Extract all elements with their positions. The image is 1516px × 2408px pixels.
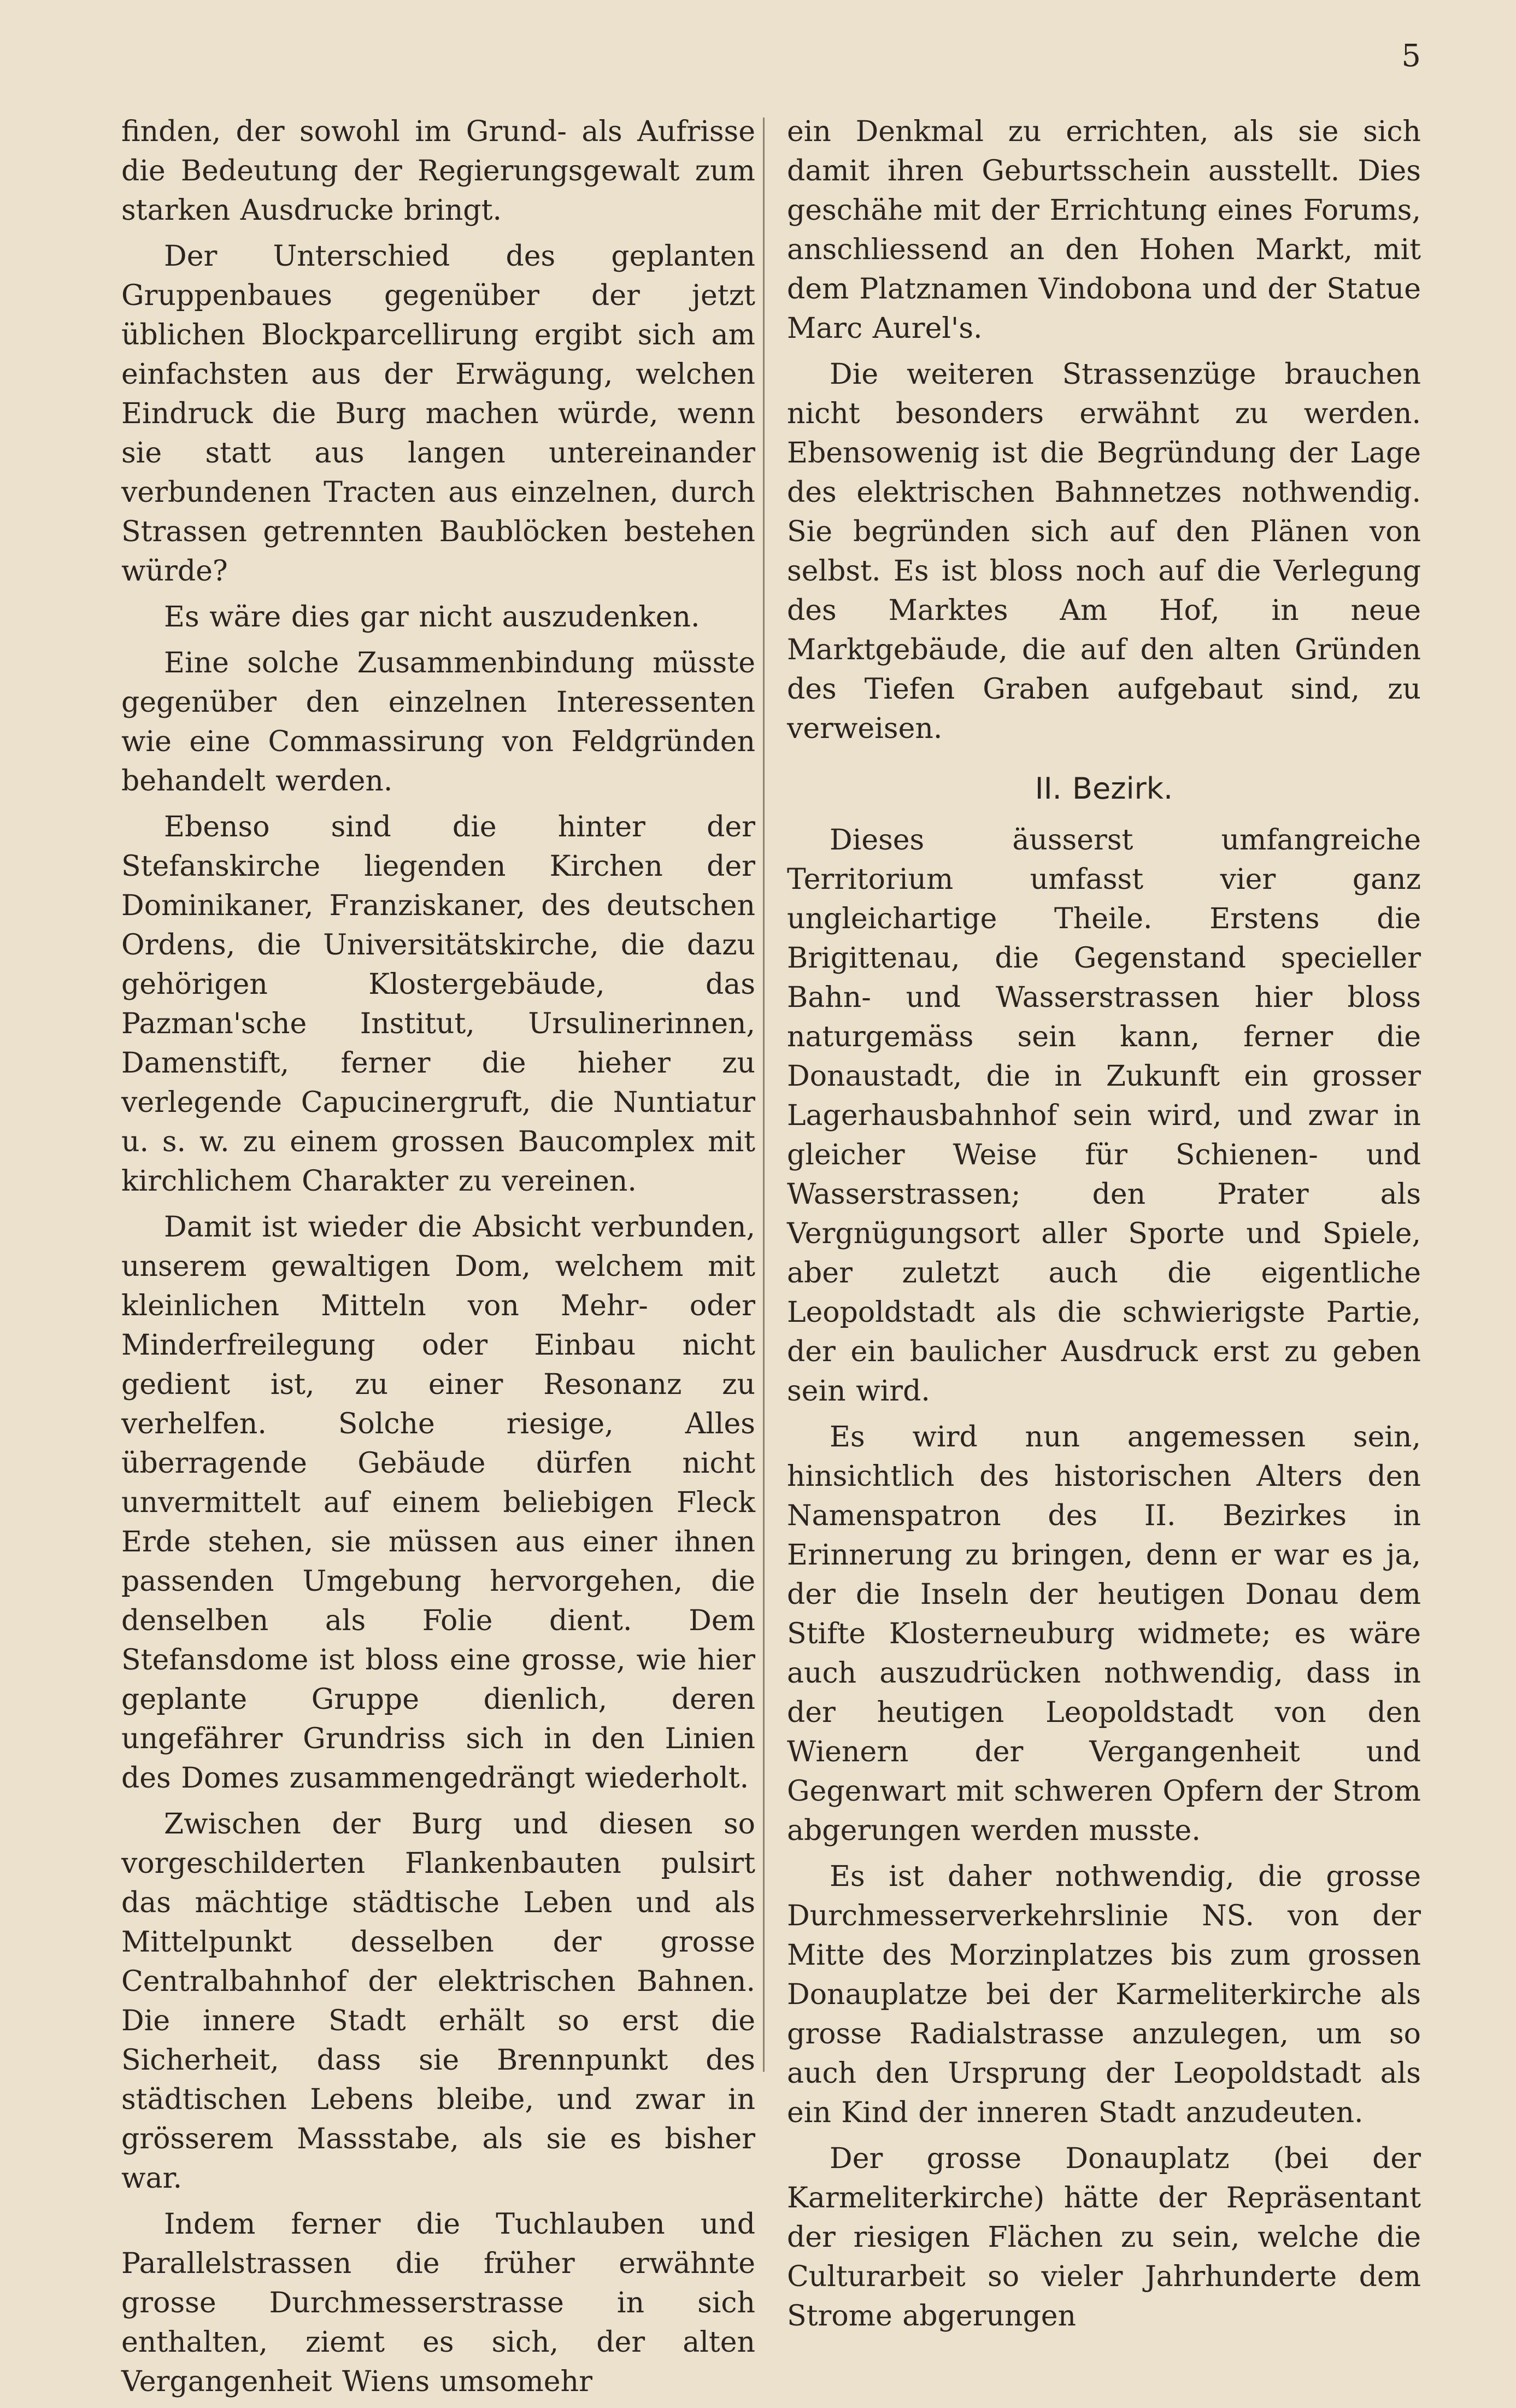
paragraph: Der Unterschied des geplanten Gruppenbaues gegenüber der jetzt üblichen Blockparcellirung ergibt sich am einfachsten aus der Erwägung, welchen Eindruck die Burg machen würde, wenn sie statt aus langen untereinander verbundenen Tracten aus einzelnen, durch Strassen getrennten Baublöcken bestehen würde? xyxy=(121,240,755,588)
paragraph: Die weiteren Strassenzüge brauchen nicht besonders erwähnt zu werden. Ebensowenig ist die Begründung der Lage des elektrischen Bahnnetzes nothwendig. Sie begründen sich auf den Plänen von selbst. Es ist bloss noch auf die Verlegung des Marktes Am Hof, in neue Marktgebäude, die auf den alten Gründen des Tiefen Graben aufgebaut sind, zu verweisen. xyxy=(787,358,1421,745)
paragraph: finden, der sowohl im Grund- als Aufrisse die Bedeutung der Regierungsgewalt zum starken Ausdrucke bringt. xyxy=(121,115,755,227)
paragraph: Damit ist wieder die Absicht verbunden, unserem gewaltigen Dom, welchem mit kleinlichen Mitteln von Mehr- oder Minderfreilegung oder Einbau nicht gedient ist, zu einer Resonanz zu verhelfen. Solche riesige, Alles überragende Gebäude dürfen nicht unvermittelt auf einem beliebigen Fleck Erde stehen, sie müssen aus einer ihnen passenden Umgebung hervorgehen, die denselben als Folie dient. Dem Stefansdome ist bloss eine grosse, wie hier geplante Gruppe dienlich, deren ungefährer Grundriss sich in den Linien des Domes zusammengedrängt wiederholt. xyxy=(121,1211,755,1795)
right-column xyxy=(787,112,1421,2342)
paragraph: ein Denkmal zu errichten, als sie sich damit ihren Geburtsschein ausstellt. Dies geschähe mit der Errichtung eines Forums, anschliessend an den Hohen Markt, mit dem Platznamen Vindobona und der Statue Marc Aurel's. xyxy=(787,115,1421,345)
left-column xyxy=(121,112,755,2408)
section-heading: II. Bezirk. xyxy=(1035,771,1173,806)
page-number: 5 xyxy=(1401,38,1421,74)
paragraph: Dieses äusserst umfangreiche Territorium umfasst vier ganz ungleichartige Theile. Erstens die Brigittenau, die Gegenstand specieller Bahn- und Wasserstrassen hier bloss naturgemäss sein kann, ferner die Donaustadt, die in Zukunft ein grosser Lagerhausbahnhof sein wird, und zwar in gleicher Weise für Schienen- und Wasserstrassen; den Prater als Vergnügungsort aller Sporte und Spiele, aber zuletzt auch die eigentliche Leopoldstadt als die schwierigste Partie, der ein baulicher Ausdruck erst zu geben sein wird. xyxy=(787,824,1421,1408)
paragraph: Eine solche Zusammenbindung müsste gegenüber den einzelnen Interessenten wie eine Commassirung von Feldgründen behandelt werden. xyxy=(121,647,755,798)
paragraph: Es wird nun angemessen sein, hinsichtlich des historischen Alters den Namenspatron des II. Bezirkes in Erinnerung zu bringen, denn er war es ja, der die Inseln der heutigen Donau dem Stifte Klosterneuburg widmete; es wäre auch auszudrücken nothwendig, dass in der heutigen Leopoldstadt von den Wienern der Vergangenheit und Gegenwart mit schweren Opfern der Strom abgerungen werden musste. xyxy=(787,1421,1421,1847)
paragraph: Indem ferner die Tuchlauben und Parallelstrassen die früher erwähnte grosse Durchmesserstrasse in sich enthalten, ziemt es sich, der alten Vergangenheit Wiens umsomehr xyxy=(121,2208,755,2398)
paragraph: Zwischen der Burg und diesen so vorgeschilderten Flankenbauten pulsirt das mächtige städtische Leben und als Mittelpunkt desselben der grosse Centralbahnhof der elektrischen Bahnen. Die innere Stadt erhält so erst die Sicherheit, dass sie Brennpunkt des städtischen Lebens bleibe, und zwar in grösserem Massstabe, als sie es bisher war. xyxy=(121,1808,755,2195)
paragraph: Es ist daher nothwendig, die grosse Durchmesserverkehrslinie NS. von der Mitte des Morzinplatzes bis zum grossen Donauplatze bei der Karmeliterkirche als grosse Radialstrasse anzulegen, um so auch den Ursprung der Leopoldstadt als ein Kind der inneren Stadt anzudeuten. xyxy=(787,1860,1421,2129)
column-divider xyxy=(763,118,765,2072)
paragraph: Es wäre dies gar nicht auszudenken. xyxy=(164,601,700,634)
paragraph: Der grosse Donauplatz (bei der Karmeliterkirche) hätte der Repräsentant der riesigen Flächen zu sein, welche die Culturarbeit so vieler Jahrhunderte dem Strome abgerungen xyxy=(787,2142,1421,2333)
paragraph: Ebenso sind die hinter der Stefanskirche liegenden Kirchen der Dominikaner, Franziskaner, des deutschen Ordens, die Universitätskirche, die dazu gehörigen Klostergebäude, das Pazman'sche Institut, Ursulinerinnen, Damenstift, ferner die hieher zu verlegende Capucinergruft, die Nuntiatur u. s. w. zu einem grossen Baucomplex mit kirchlichem Charakter zu vereinen. xyxy=(121,811,755,1198)
